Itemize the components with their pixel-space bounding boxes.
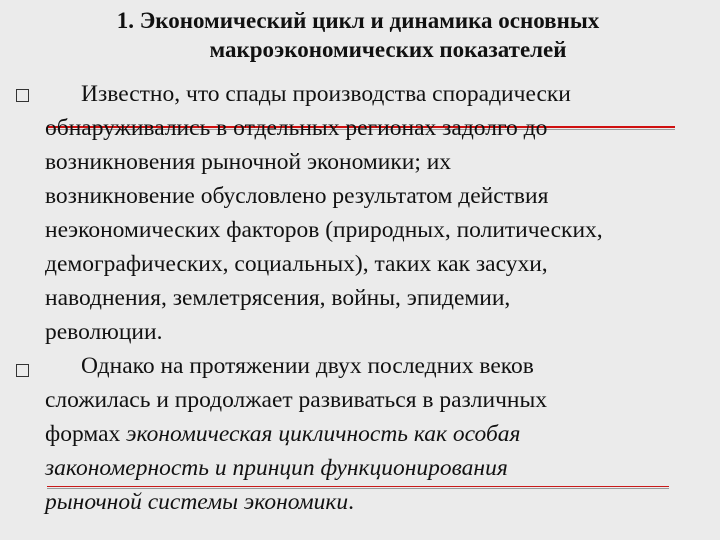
paragraph-1-line: возникновение обусловлено результатом действия [45, 183, 549, 209]
paragraph-1-line: неэкономических факторов (природных, политических, [45, 217, 603, 243]
paragraph-2-italic-text: экономическая цикличность как особая [126, 421, 521, 447]
paragraph-2 [45, 349, 717, 519]
slide-title [28, 6, 688, 64]
paragraph-2-italic-text: рыночной системы экономики [45, 489, 349, 515]
paragraph-2-plain-text: формах [45, 421, 127, 447]
paragraph-1-line: обнаруживались в отдельных регионах задолго до [45, 115, 548, 141]
paragraph-2-line [45, 485, 717, 519]
paragraph-2-line: Однако на протяжении двух последних веков [81, 353, 534, 379]
slide-body [45, 77, 717, 519]
paragraph-1-line: возникновения рыночной экономики; их [45, 149, 452, 175]
paragraph-1 [45, 77, 717, 349]
paragraph-2-italic-line: закономерность и принцип функционирования [45, 455, 508, 481]
paragraph-1-line: Известно, что спады производства спорадически [81, 81, 571, 107]
slide-title-line-1: 1. Экономический цикл и динамика основных [116, 8, 600, 33]
decorative-gray-rule-bottom [47, 488, 669, 489]
paragraph-2-line [45, 417, 717, 451]
paragraph-2-period: . [348, 489, 355, 515]
slide-title-line-2: макроэкономических показателей [209, 37, 567, 62]
paragraph-1-line: революции. [45, 319, 163, 345]
paragraph-1-line: наводнения, землетрясения, войны, эпидемии, [45, 285, 511, 311]
paragraph-1-line: демографических, социальных), таких как засухи, [45, 251, 548, 277]
square-bullet-icon [16, 364, 29, 377]
square-bullet-icon [16, 89, 29, 102]
paragraph-2-line: сложилась и продолжает развиваться в различных [45, 387, 548, 413]
decorative-red-rule-bottom [47, 486, 669, 487]
